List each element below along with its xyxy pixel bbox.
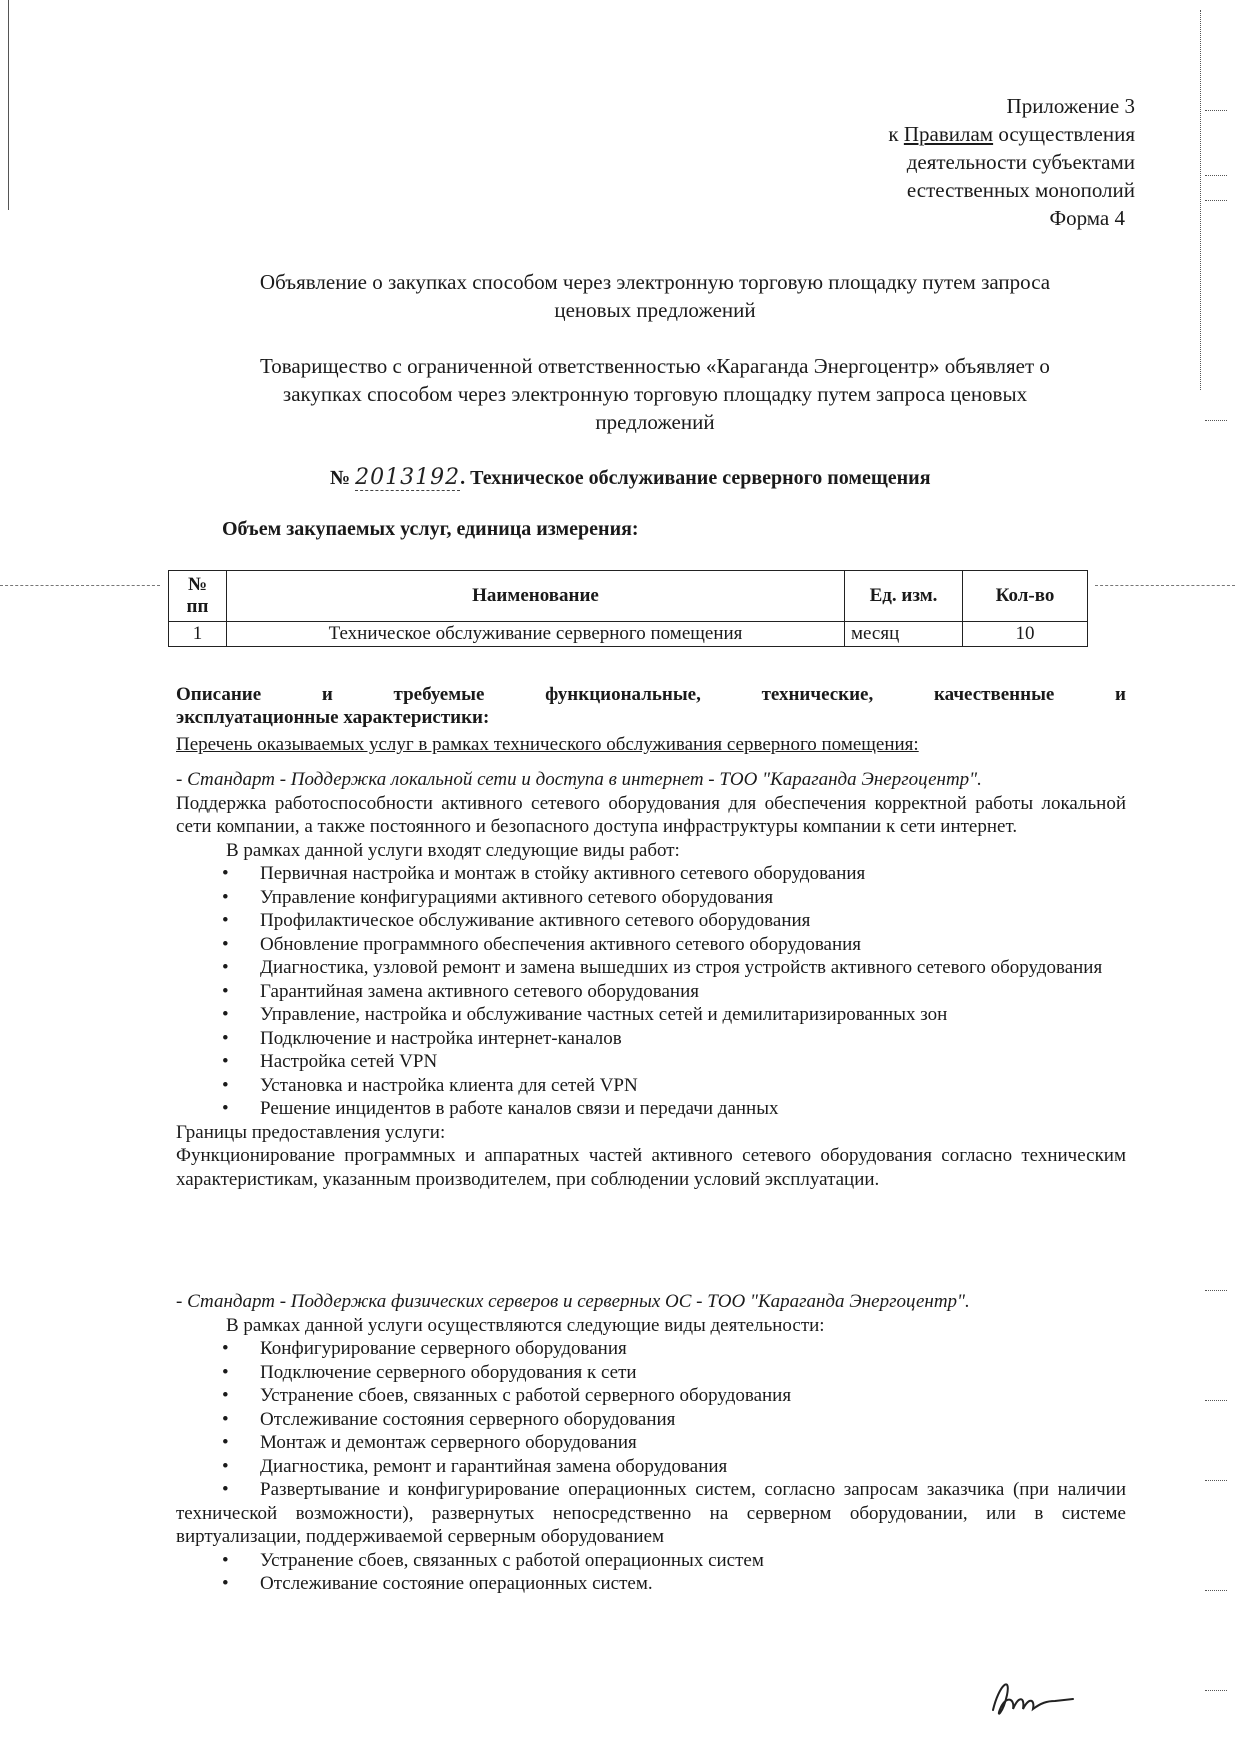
- list-item: • Отслеживание состояние операционных систем.: [176, 1572, 1126, 1596]
- right-margin-mark: [1205, 1400, 1227, 1401]
- right-margin-mark: [1205, 1480, 1227, 1481]
- bounds-title: Границы предоставления услуги:: [176, 1121, 446, 1143]
- rules-link[interactable]: Правилам: [903, 122, 994, 146]
- list-item: • Настройка сетей VPN: [176, 1050, 1126, 1074]
- appendix-line: деятельности субъектами: [906, 150, 1135, 174]
- standard-line: - Стандарт - Поддержка физических серверов и серверных ОС - ТОО "Караганда Энергоцентр".: [176, 1291, 970, 1312]
- statement-line: закупках способом через электронную торговую площадку путем запроса ценовых: [282, 382, 1028, 406]
- header-qty: Кол-во: [963, 571, 1088, 622]
- description-title: Описание и требуемые функциональные, технические, качественные и: [176, 684, 1126, 705]
- signature-initials: [985, 1665, 1085, 1725]
- header-unit: Ед. изм.: [845, 571, 963, 622]
- list-item: • Развертывание и конфигурирование операционных систем, согласно запросам заказчика (при наличии технической возможности), развернутых непосредственно на серверном оборудовании, или в системе виртуализации, поддерживаемой серверным оборудованием: [176, 1478, 1126, 1549]
- right-margin-mark: [1205, 1290, 1227, 1291]
- list-item: • Диагностика, ремонт и гарантийная замена оборудования: [176, 1455, 1126, 1479]
- section-intro: В рамках данной услуги входят следующие виды работ:: [226, 839, 680, 861]
- list-item: • Подключение серверного оборудования к сети: [176, 1361, 1126, 1385]
- appendix-line: естественных монополий: [906, 178, 1135, 202]
- standard-line: - Стандарт - Поддержка локальной сети и доступа в интернет - ТОО "Караганда Энергоцентр".: [176, 769, 982, 790]
- list-item: • Диагностика, узловой ремонт и замена вышедших из строя устройств активного сетевого оборудования: [176, 956, 1126, 980]
- form-number: Форма 4: [1049, 206, 1125, 230]
- table-row: [169, 622, 1088, 647]
- right-margin-mark: [1205, 175, 1227, 176]
- description-title-2: эксплуатационные характеристики:: [176, 707, 490, 728]
- left-margin-line: [8, 0, 9, 210]
- procurement-subject: . Техническое обслуживание серверного помещения: [460, 467, 931, 489]
- list-item: • Управление, настройка и обслуживание частных сетей и демилитаризированных зон: [176, 1003, 1126, 1027]
- appendix-prefix: к: [888, 122, 899, 146]
- section-network: [176, 768, 1126, 1191]
- cell-name: Техническое обслуживание серверного помещения: [227, 622, 845, 647]
- cell-qty: 10: [963, 622, 1088, 647]
- cell-unit: месяц: [845, 622, 963, 647]
- right-margin-mark: [1205, 420, 1227, 421]
- services-table: [168, 570, 1088, 647]
- list-item: • Профилактическое обслуживание активного сетевого оборудования: [176, 909, 1126, 933]
- right-margin-mark: [1205, 110, 1227, 111]
- list-item: • Монтаж и демонтаж серверного оборудования: [176, 1431, 1126, 1455]
- appendix-suffix: осуществления: [998, 122, 1135, 146]
- fold-line-right: [1095, 585, 1235, 586]
- list-item: • Обновление программного обеспечения активного сетевого оборудования: [176, 933, 1126, 957]
- section-servers: [176, 1290, 1126, 1596]
- list-item: • Установка и настройка клиента для сетей VPN: [176, 1074, 1126, 1098]
- network-services-list: [176, 862, 1126, 1121]
- volume-title: Объем закупаемых услуг, единица измерения:: [222, 518, 639, 540]
- cell-no: 1: [169, 622, 227, 647]
- section-intro: В рамках данной услуги осуществляются следующие виды деятельности:: [226, 1314, 825, 1336]
- statement-line: Товарищество с ограниченной ответственностью «Караганда Энергоцентр» объявляет о: [260, 354, 1050, 378]
- appendix-line: Приложение 3: [1006, 94, 1135, 118]
- section-paragraph: Поддержка работоспособности активного сетевого оборудования для обеспечения корректной работы локальной сети компании, а также постоянного и безопасного доступа инфраструктуры компании к сети интернет.: [176, 792, 1126, 837]
- organization-statement: [170, 352, 1140, 436]
- statement-line: предложений: [595, 410, 715, 434]
- list-item: • Подключение и настройка интернет-каналов: [176, 1027, 1126, 1051]
- title-line: ценовых предложений: [554, 298, 756, 322]
- right-margin-mark: [1205, 200, 1227, 201]
- header-name: Наименование: [227, 571, 845, 622]
- server-services-list: [176, 1337, 1126, 1596]
- appendix-header: [715, 92, 1135, 232]
- bounds-text: Функционирование программных и аппаратных частей активного сетевого оборудования согласно техническим характеристикам, указанным производителем, при соблюдении условий эксплуатации.: [176, 1145, 1126, 1190]
- right-margin-line: [1200, 10, 1201, 390]
- list-item: • Первичная настройка и монтаж в стойку активного сетевого оборудования: [176, 862, 1126, 886]
- table-header-row: [169, 571, 1088, 622]
- list-item: • Решение инцидентов в работе каналов связи и передачи данных: [176, 1097, 1126, 1121]
- list-item: • Отслеживание состояния серверного оборудования: [176, 1408, 1126, 1432]
- right-margin-mark: [1205, 1690, 1227, 1691]
- list-item: • Гарантийная замена активного сетевого оборудования: [176, 980, 1126, 1004]
- title-line: Объявление о закупках способом через электронную торговую площадку путем запроса: [259, 270, 1051, 294]
- list-item: • Устранение сбоев, связанных с работой операционных систем: [176, 1549, 1126, 1573]
- services-list-title: Перечень оказываемых услуг в рамках технического обслуживания серверного помещения:: [176, 734, 919, 755]
- list-item: • Конфигурирование серверного оборудования: [176, 1337, 1126, 1361]
- list-item: • Управление конфигурациями активного сетевого оборудования: [176, 886, 1126, 910]
- handwritten-number: 2013192: [355, 465, 461, 490]
- fold-line-left: [0, 585, 160, 586]
- procurement-number-line: [330, 465, 931, 491]
- appendix-line: [715, 120, 1135, 148]
- number-sign: №: [330, 467, 351, 489]
- announcement-title: [170, 268, 1140, 324]
- header-no: № пп: [169, 571, 227, 622]
- list-item: • Устранение сбоев, связанных с работой серверного оборудования: [176, 1384, 1126, 1408]
- right-margin-mark: [1205, 1590, 1227, 1591]
